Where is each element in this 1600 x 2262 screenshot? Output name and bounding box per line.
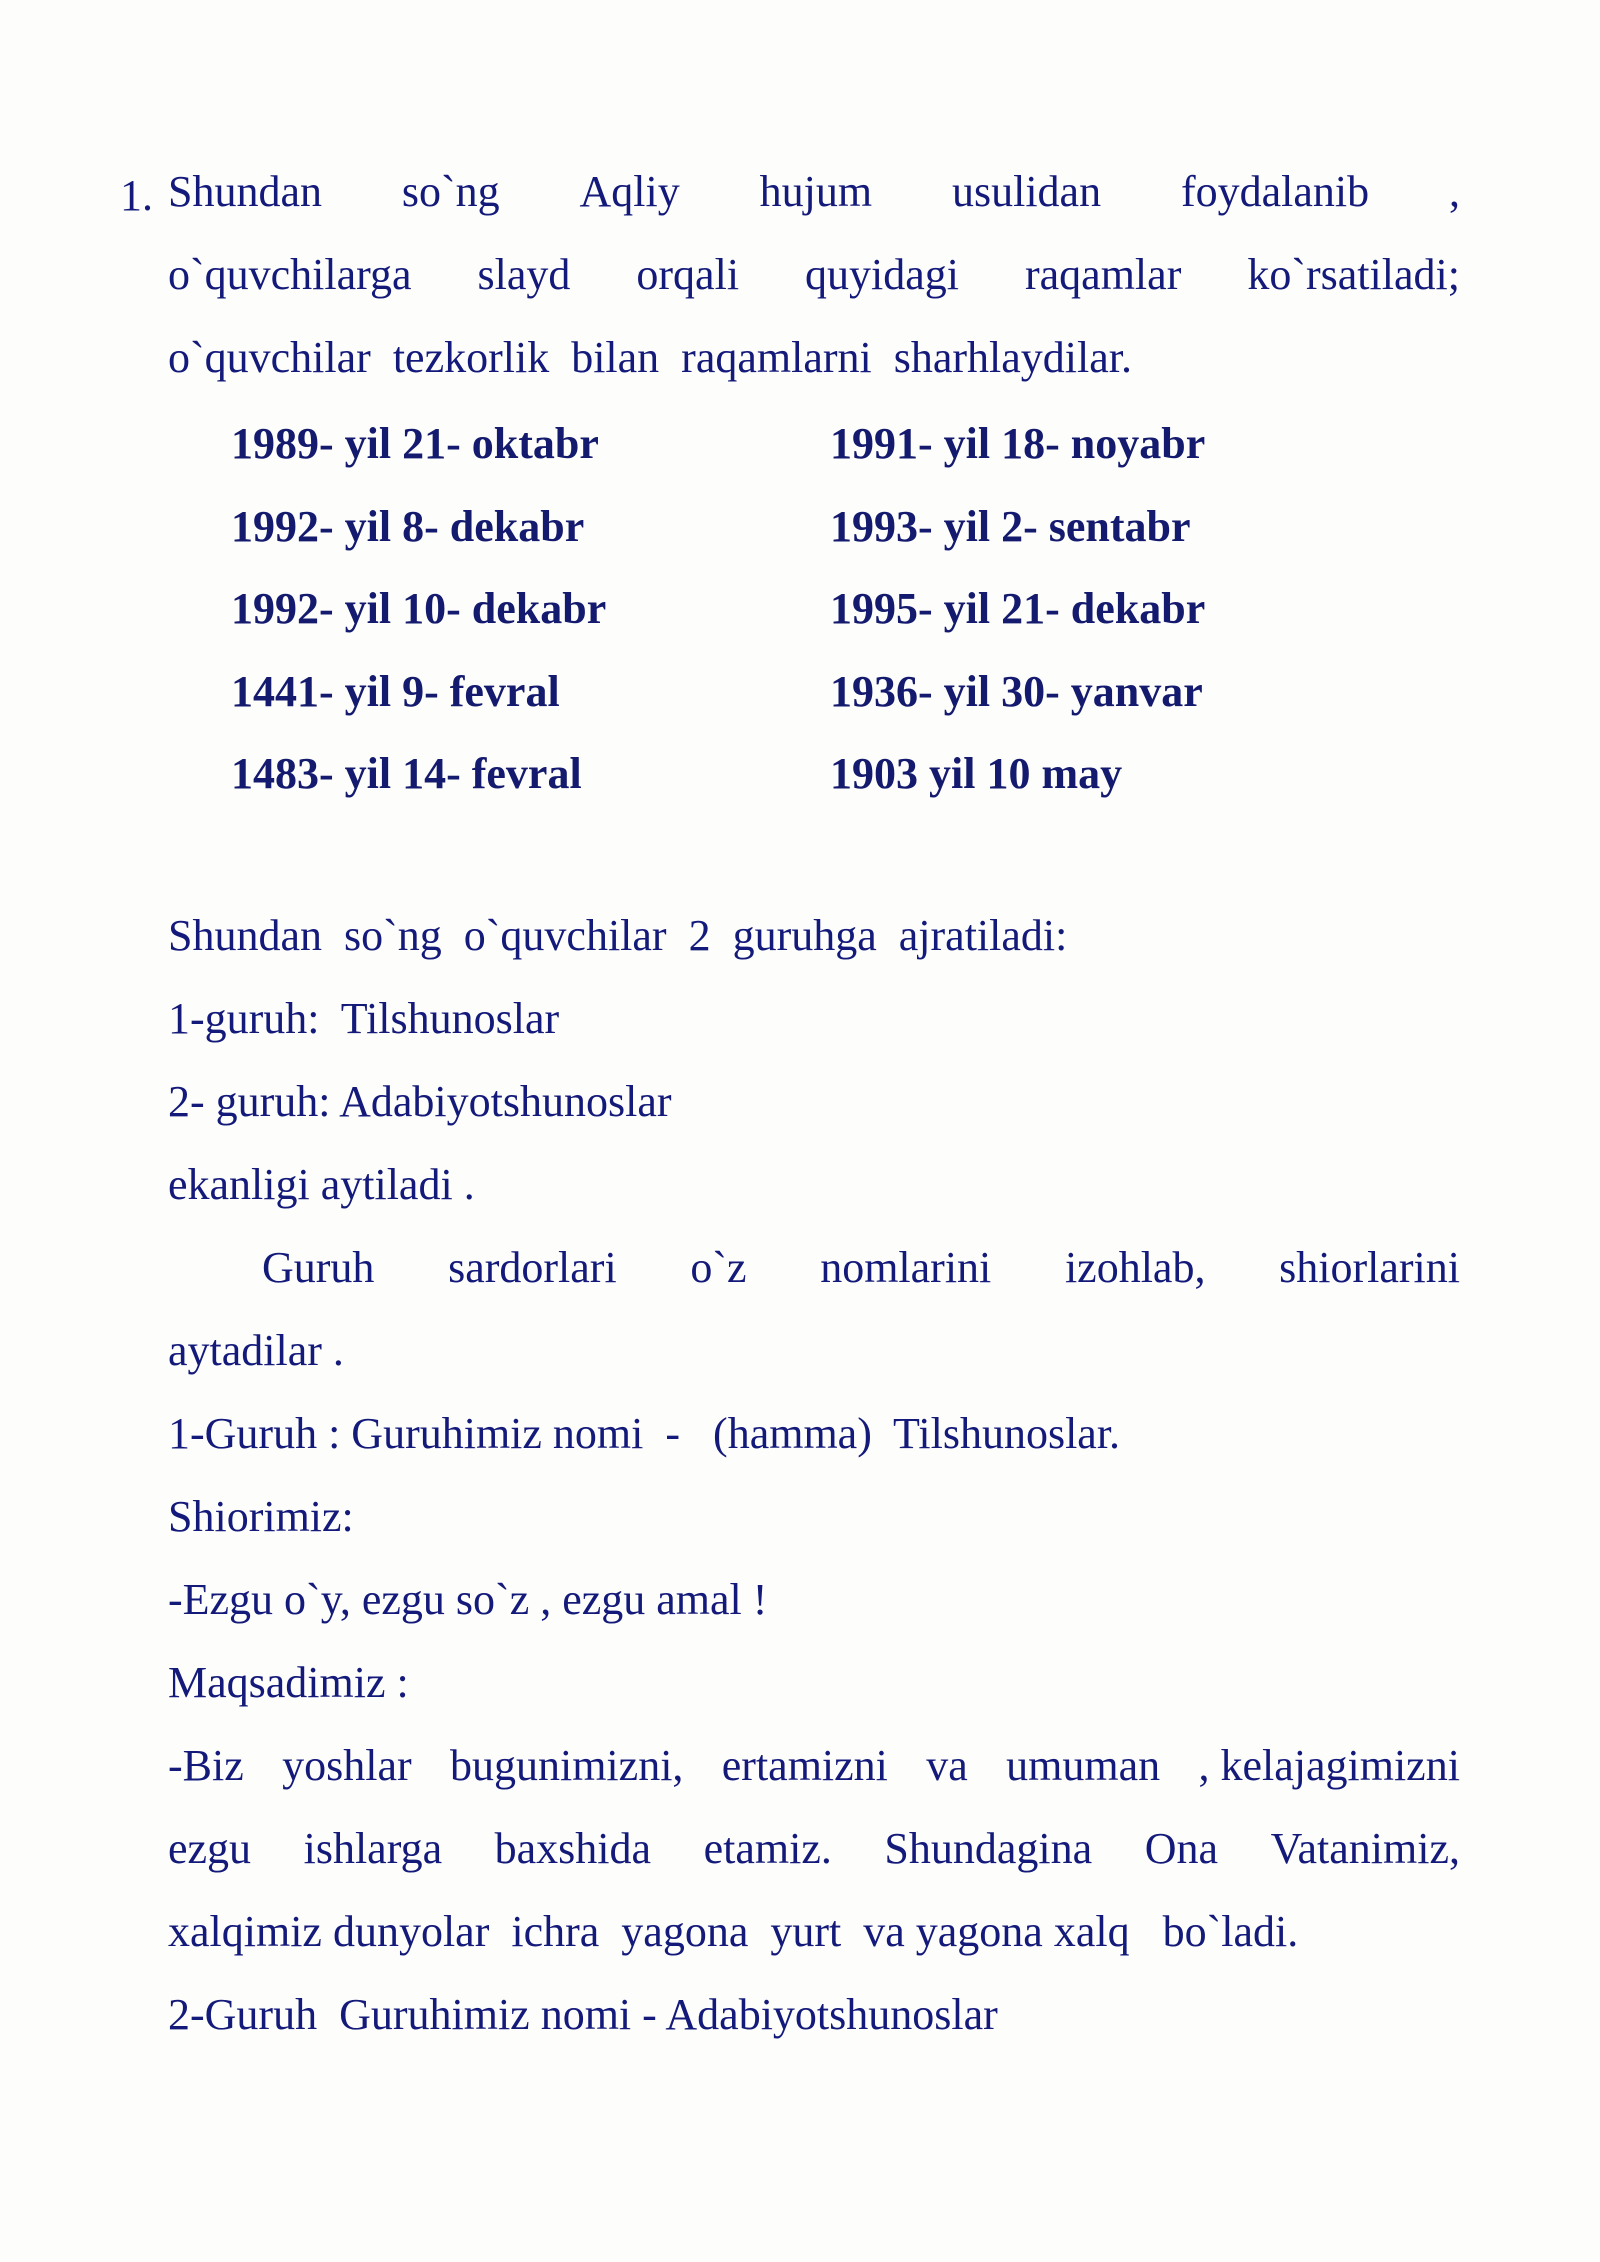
word: Vatanimiz,	[1270, 1824, 1460, 1873]
word: ertamizni	[721, 1741, 888, 1790]
motto-label: Shiorimiz:	[168, 1492, 354, 1541]
group-2-name: 2-Guruh Guruhimiz nomi - Adabiyotshunoslar	[168, 1990, 998, 2039]
word: , kelajagimizni	[1198, 1741, 1460, 1790]
date-right-4: 1936- yil 30- yanvar	[830, 667, 1203, 716]
word: o`quvchilarga	[168, 250, 412, 299]
word: quyidagi	[805, 250, 960, 299]
word: va	[926, 1741, 968, 1790]
word: nomlarini	[820, 1243, 992, 1292]
word: foydalanib	[1180, 167, 1370, 216]
intro-line-3: o`quvchilar tezkorlik bilan raqamlarni sharhlaydilar.	[168, 333, 1133, 382]
word: shiorlarini	[1279, 1243, 1460, 1292]
word: hujum	[759, 167, 873, 216]
group-1-name: 1-Guruh : Guruhimiz nomi - (hamma) Tilshunoslar.	[168, 1409, 1121, 1458]
date-left-5: 1483- yil 14- fevral	[231, 749, 582, 798]
leaders-line-1	[262, 1243, 1460, 1292]
date-left-4: 1441- yil 9- fevral	[231, 667, 560, 716]
word: ezgu	[168, 1824, 252, 1873]
date-left-1: 1989- yil 21- oktabr	[231, 419, 599, 468]
motto-text: -Ezgu o`y, ezgu so`z , ezgu amal !	[168, 1575, 768, 1624]
word: usulidan	[951, 167, 1102, 216]
word: orqali	[636, 250, 740, 299]
word: etamiz.	[703, 1824, 832, 1873]
date-left-3: 1992- yil 10- dekabr	[231, 584, 607, 633]
word: -Biz	[168, 1741, 244, 1790]
word: Shundan	[168, 167, 322, 216]
groups-intro: Shundan so`ng o`quvchilar 2 guruhga ajratiladi:	[168, 911, 1068, 960]
goal-line-2	[168, 1824, 1460, 1873]
word: yoshlar	[282, 1741, 412, 1790]
date-left-2: 1992- yil 8- dekabr	[231, 502, 585, 551]
word: izohlab,	[1064, 1243, 1206, 1292]
word: raqamlar	[1025, 250, 1182, 299]
word: baxshida	[494, 1824, 652, 1873]
group-1-label: 1-guruh: Tilshunoslar	[168, 994, 560, 1043]
list-number: 1.	[120, 171, 153, 220]
goal-label: Maqsadimiz :	[168, 1658, 409, 1707]
date-right-2: 1993- yil 2- sentabr	[830, 502, 1191, 551]
word: o`z	[690, 1243, 747, 1292]
date-right-5: 1903 yil 10 may	[830, 749, 1123, 798]
word: umuman	[1006, 1741, 1161, 1790]
word: bugunimizni,	[449, 1741, 684, 1790]
word: Guruh	[262, 1243, 375, 1292]
word: so`ng	[401, 167, 500, 216]
goal-line-1	[168, 1741, 1460, 1790]
word: Aqliy	[579, 167, 680, 216]
group-2-label: 2- guruh: Adabiyotshunoslar	[168, 1077, 672, 1126]
word: Shundagina	[884, 1824, 1093, 1873]
date-right-3: 1995- yil 21- dekabr	[830, 584, 1206, 633]
groups-said: ekanligi aytiladi .	[168, 1160, 475, 1209]
date-right-1: 1991- yil 18- noyabr	[830, 419, 1206, 468]
goal-line-3: xalqimiz dunyolar ichra yagona yurt va yagona xalq bo`ladi.	[168, 1907, 1299, 1956]
leaders-line-2: aytadilar .	[168, 1326, 344, 1375]
intro-line-2	[168, 250, 1460, 299]
word: Ona	[1144, 1824, 1219, 1873]
intro-line-1	[168, 167, 1460, 216]
word: ,	[1449, 167, 1460, 216]
word: ko`rsatiladi;	[1247, 250, 1460, 299]
word: sardorlari	[448, 1243, 617, 1292]
word: slayd	[477, 250, 571, 299]
word: ishlarga	[303, 1824, 443, 1873]
